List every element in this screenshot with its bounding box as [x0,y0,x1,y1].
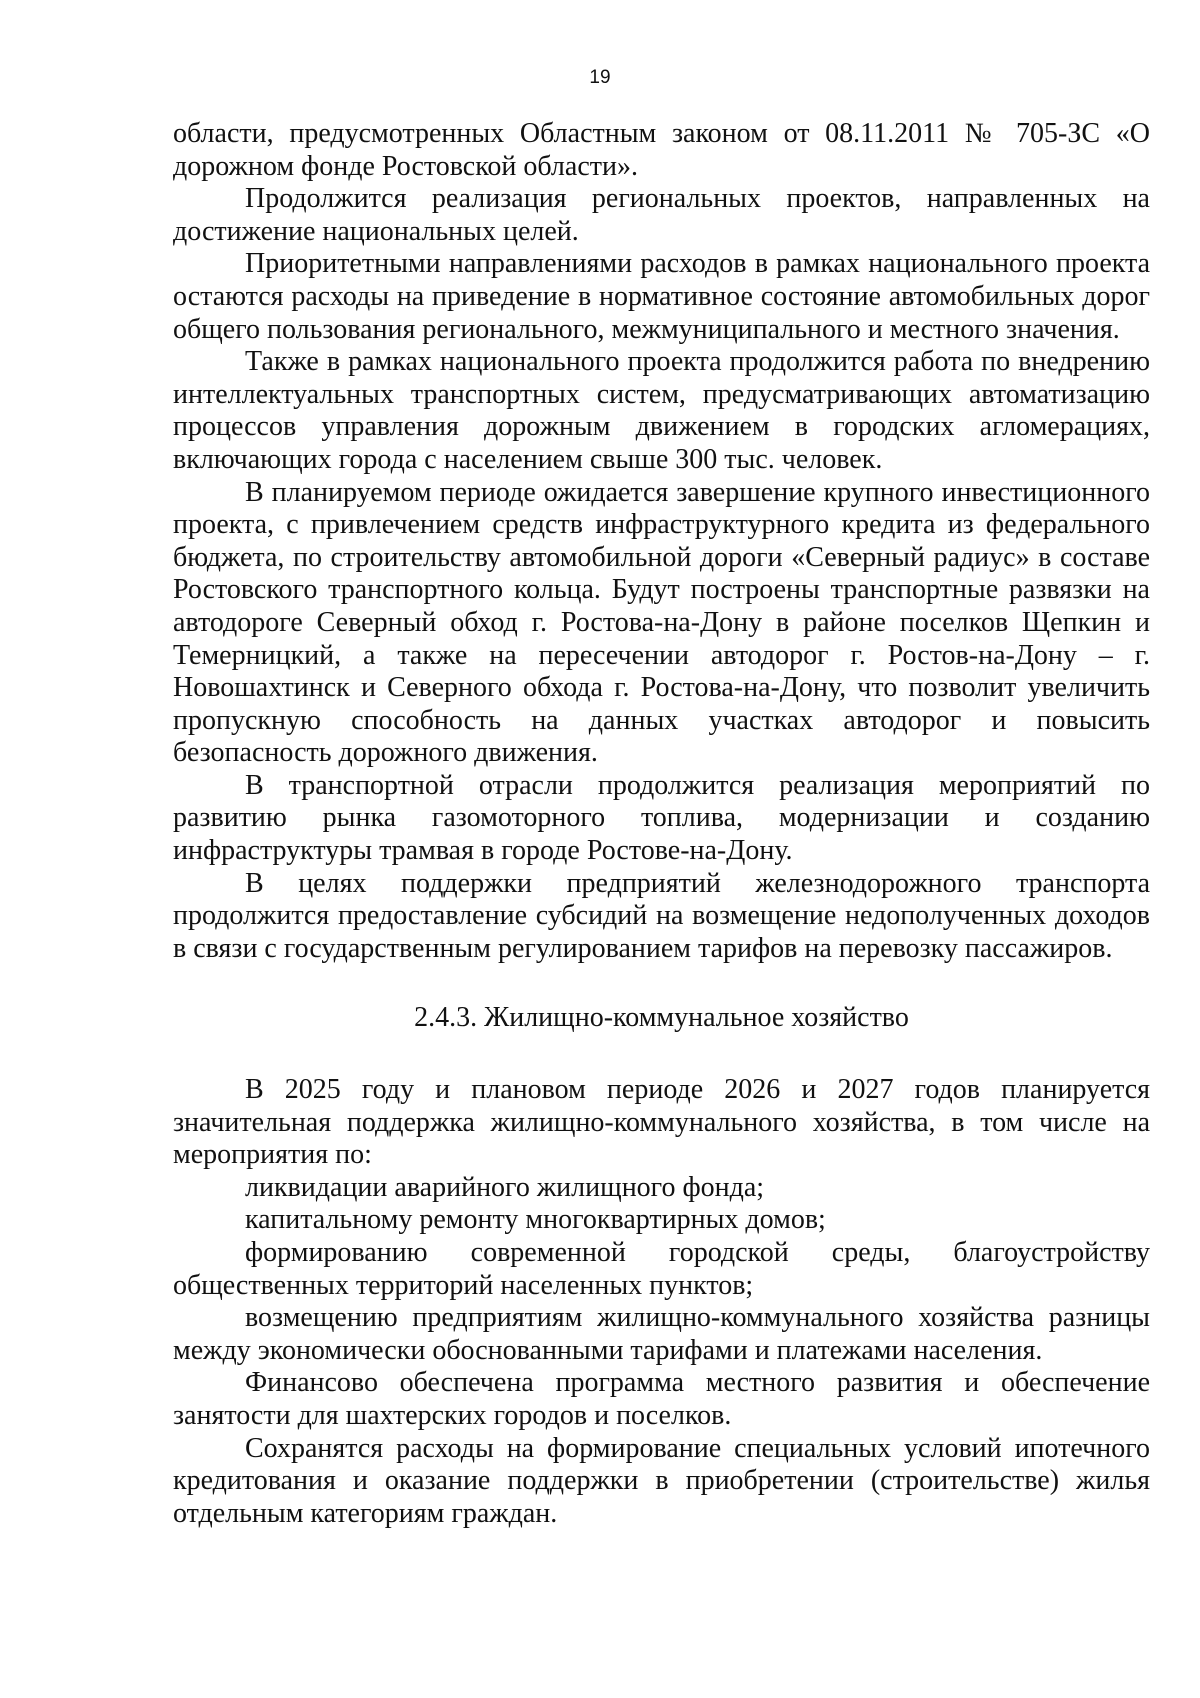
paragraph: области, предусмотренных Областным законом от 08.11.2011 № 705-ЗС «О дорожном фонде Ростовской области». [173,118,1150,182]
list-item: капитальному ремонту многоквартирных домов; [245,1204,826,1236]
list-item: формированию современной городской среды, благоустройству общественных территорий населенных пунктов; [173,1237,1150,1301]
paragraph: Финансово обеспечена программа местного развития и обеспечение занятости для шахтерских городов и поселков. [173,1367,1150,1431]
paragraph: Приоритетными направлениями расходов в рамках национального проекта остаются расходы на приведение в нормативное состояние автомобильных дорог общего пользования регионального, межмуниципального и местного значения. [173,248,1150,345]
list-item: возмещению предприятиям жилищно-коммунального хозяйства разницы между экономически обоснованными тарифами и платежами населения. [173,1302,1150,1366]
paragraph: В планируемом периоде ожидается завершение крупного инвестиционного проекта, с привлечением средств инфраструктурного кредита из федерального бюджета, по строительству автомобильной дороги «Северный радиус» в составе Ростовского транспортного кольца. Будут построены транспортные развязки на автодороге Северный обход г. Ростова-на-Дону в районе поселков Щепкин и Темерницкий, а также на пересечении автодорог г. Ростов-на-Дону – г. Новошахтинск и Северного обхода г. Ростова-на-Дону, что позволит увеличить пропускную способность на данных участках автодорог и повысить безопасность дорожного движения. [173,476,1150,769]
section-heading: 2.4.3. Жилищно-коммунальное хозяйство [414,1002,909,1034]
list-item: ликвидации аварийного жилищного фонда; [245,1171,765,1203]
paragraph: Сохранятся расходы на формирование специальных условий ипотечного кредитования и оказание поддержки в приобретении (строительстве) жилья отдельным категориям граждан. [173,1432,1150,1529]
document-body [173,118,1150,1530]
paragraph: В транспортной отрасли продолжится реализация мероприятий по развитию рынка газомоторного топлива, модернизации и созданию инфраструктуры трамвая в городе Ростове-на-Дону. [173,769,1150,867]
paragraph: Продолжится реализация региональных проектов, направленных на достижение национальных целей. [173,183,1150,247]
paragraph: В 2025 году и плановом периоде 2026 и 2027 годов планируется значительная поддержка жилищно-коммунального хозяйства, в том числе на мероприятия по: [173,1074,1150,1171]
paragraph: В целях поддержки предприятий железнодорожного транспорта продолжится предоставление субсидий на возмещение недополученных доходов в связи с государственным регулированием тарифов на перевозку пассажиров. [173,867,1150,964]
page-number: 19 [589,67,611,88]
paragraph: Также в рамках национального проекта продолжится работа по внедрению интеллектуальных транспортных систем, предусматривающих автоматизацию процессов управления дорожным движением в городских агломерациях, включающих города с населением свыше 300 тыс. человек. [173,346,1150,475]
